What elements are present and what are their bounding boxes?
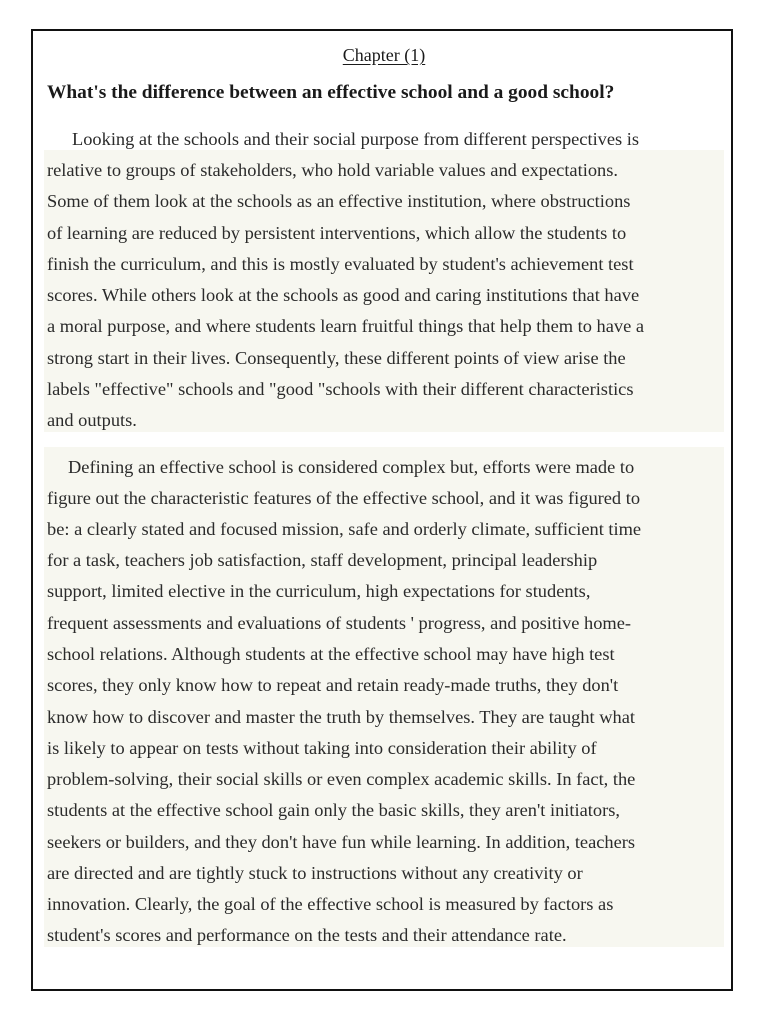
paragraph-1-line-10: and outputs.: [47, 410, 137, 430]
paragraph-2-line-10: is likely to appear on tests without taking into consideration their ability of: [47, 738, 597, 758]
paragraph-1-line-9: labels "effective" schools and "good "schools with their different characteristics: [47, 379, 634, 399]
paragraph-1-line-5: finish the curriculum, and this is mostly evaluated by student's achievement test: [47, 254, 634, 274]
paragraph-2-line-15: innovation. Clearly, the goal of the effective school is measured by factors as: [47, 894, 614, 914]
paragraph-1-line-1: Looking at the schools and their social purpose from different perspectives is: [72, 129, 640, 149]
question-heading: What's the difference between an effective school and a good school?: [47, 82, 615, 103]
paragraph-2-line-7: school relations. Although students at the effective school may have high test: [47, 644, 615, 664]
paragraph-1-highlight: [44, 150, 724, 432]
paragraph-1-line-3: Some of them look at the schools as an effective institution, where obstructions: [47, 191, 631, 211]
paragraph-2-line-6: frequent assessments and evaluations of students ' progress, and positive home-: [47, 613, 632, 633]
paragraph-2-highlight: [44, 447, 724, 947]
paragraph-2-line-9: know how to discover and master the truth by themselves. They are taught what: [47, 707, 636, 727]
paragraph-2-line-13: seekers or builders, and they don't have fun while learning. In addition, teachers: [47, 832, 636, 852]
paragraph-2-line-16: student's scores and performance on the tests and their attendance rate.: [47, 925, 567, 945]
paragraph-1-line-7: a moral purpose, and where students learn fruitful things that help them to have a: [47, 316, 645, 336]
paragraph-1-line-4: of learning are reduced by persistent interventions, which allow the students to: [47, 223, 627, 243]
paragraph-2-line-11: problem-solving, their social skills or even complex academic skills. In fact, the: [47, 769, 636, 789]
paragraph-2-line-3: be: a clearly stated and focused mission, safe and orderly climate, sufficient time: [47, 519, 642, 539]
paragraph-1-line-8: strong start in their lives. Consequently, these different points of view arise the: [47, 348, 626, 368]
paragraph-1-line-6: scores. While others look at the schools as good and caring institutions that have: [47, 285, 640, 305]
paragraph-1-line-2: relative to groups of stakeholders, who hold variable values and expectations.: [47, 160, 618, 180]
paragraph-2-line-4: for a task, teachers job satisfaction, staff development, principal leadership: [47, 550, 598, 570]
chapter-heading: Chapter (1): [342, 45, 426, 65]
paragraph-2-line-12: students at the effective school gain only the basic skills, they aren't initiators,: [47, 800, 620, 820]
paragraph-2-line-14: are directed and are tightly stuck to instructions without any creativity or: [47, 863, 583, 883]
paragraph-2-line-5: support, limited elective in the curriculum, high expectations for students,: [47, 581, 591, 601]
paragraph-2-line-1: Defining an effective school is considered complex but, efforts were made to: [68, 457, 635, 477]
paragraph-2-line-8: scores, they only know how to repeat and retain ready-made truths, they don't: [47, 675, 619, 695]
paragraph-2-line-2: figure out the characteristic features of the effective school, and it was figured to: [47, 488, 641, 508]
